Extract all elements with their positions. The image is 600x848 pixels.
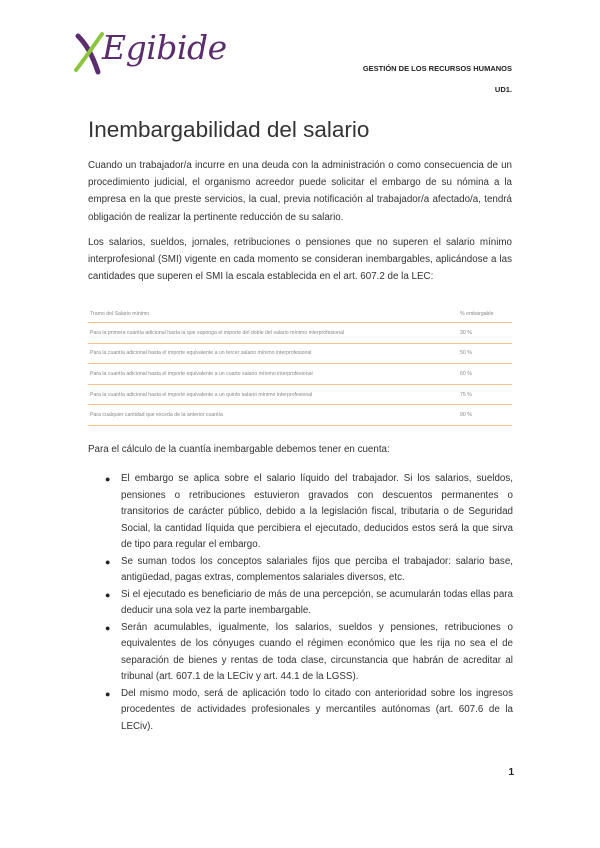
list-item-text: Se suman todos los conceptos salariales fijos que perciba el trabajador: salario base, antigüedad, pagas extras, complementos salariales diversos, etc. bbox=[121, 555, 513, 583]
table-row bbox=[88, 343, 512, 364]
table-header-cell: % embargable bbox=[458, 305, 512, 323]
bullets-intro: Para el cálculo de la cuantía inembargable debemos tener en cuenta: bbox=[88, 444, 390, 455]
table-header-row bbox=[88, 305, 512, 323]
table-row bbox=[88, 364, 512, 385]
table-cell-percent: 30 % bbox=[458, 323, 512, 344]
table-cell-tramo: Para la cuantía adicional hasta el importe equivalente a un quinto salario mínimo interprofesional bbox=[88, 384, 458, 405]
page-title: Inembargabilidad del salario bbox=[88, 117, 370, 142]
paragraph-smi: Los salarios, sueldos, jornales, retribuciones o pensiones que no superen el salario mínimo interprofesional (SMI) vigente en cada momento se consideran inembargables, aplicándose a las cantidades que superen el SMI la escala establecida en el art. 607.2 de la LEC: bbox=[88, 237, 512, 283]
bullet-icon: ● bbox=[105, 622, 111, 633]
document-header bbox=[363, 58, 512, 100]
bullet-list bbox=[105, 471, 513, 735]
egibide-logo bbox=[72, 26, 227, 82]
section-title: GESTIÓN DE LOS RECURSOS HUMANOS bbox=[362, 64, 512, 73]
table-cell-percent: 60 % bbox=[458, 364, 512, 385]
list-item-text: Del mismo modo, será de aplicación todo lo citado con anterioridad sobre los ingresos procedentes de actividades profesionales y mercantiles autónomas (art. 607.6 de la LECiv). bbox=[121, 687, 513, 732]
table-row bbox=[88, 323, 512, 344]
logo-text: Egibide bbox=[102, 28, 227, 67]
bullet-icon: ● bbox=[105, 589, 111, 600]
table-cell-percent: 90 % bbox=[458, 405, 512, 426]
table-cell-percent: 50 % bbox=[458, 343, 512, 364]
list-item bbox=[105, 554, 513, 587]
list-item-text: Si el ejecutado es beneficiario de más de una percepción, se acumularán todas ellas para deducir una sola vez la parte inembargable. bbox=[121, 588, 513, 616]
paragraph-embargo-intro: Cuando un trabajador/a incurre en una deuda con la administración o como consecuencia de un procedimiento judicial, el organismo acreedor puede solicitar el embargo de su nómina a la empresa en la que preste servicios, la cual, previa notificación al trabajador/a afectado/a, tendrá obligación de realizar la pertinente reducción de su salario. bbox=[88, 160, 512, 223]
table-row bbox=[88, 384, 512, 405]
table-cell-tramo: Para cualquier cantidad que exceda de la anterior cuantía bbox=[88, 405, 458, 426]
bullet-icon: ● bbox=[105, 688, 111, 699]
table-cell-tramo: Para la cuantía adicional hasta el importe equivalente a un cuarto salario mínimo interprofesional bbox=[88, 364, 458, 385]
table-cell-tramo: Para la cuantía adicional hasta el importe equivalente a un tercer salario mínimo interprofesional bbox=[88, 343, 458, 364]
list-item bbox=[105, 471, 513, 554]
list-item-text: El embargo se aplica sobre el salario líquido del trabajador. Si los salarios, sueldos, pensiones o retribuciones estuvieron gravados con descuentos permanentes o transitorios de carácter público, debido a la legislación fiscal, tributaria o de Seguridad Social, la cantidad líquida que percibiera el ejecutado, deducidos estos será la que sirva de tipo para regular el embargo. bbox=[121, 473, 513, 550]
bullet-icon: ● bbox=[105, 556, 111, 567]
table-cell-tramo: Para la primera cuantía adicional hasta la que suponga el importe del doble del salario mínimo interprofesional bbox=[88, 323, 458, 344]
list-item-text: Serán acumulables, igualmente, los salarios, sueldos y pensiones, retribuciones o equivalentes de los cónyuges cuando el régimen económico que les rija no sea el de separación de bienes y rentas de toda clase, circunstancia que habrán de acreditar al tribunal (art. 607.1 de la LECiv y art. 44.1 de la LGSS). bbox=[121, 621, 513, 682]
embargo-scale-table bbox=[88, 305, 512, 426]
page-number: 1 bbox=[508, 767, 514, 778]
table-header-cell: Tramo del Salario mínimo bbox=[88, 305, 458, 323]
bullet-icon: ● bbox=[105, 474, 111, 484]
table-cell-percent: 75 % bbox=[458, 384, 512, 405]
table-row bbox=[88, 405, 512, 426]
list-item bbox=[105, 620, 513, 686]
list-item bbox=[105, 686, 513, 736]
unit-label: UD1. bbox=[494, 85, 512, 94]
list-item bbox=[105, 587, 513, 620]
